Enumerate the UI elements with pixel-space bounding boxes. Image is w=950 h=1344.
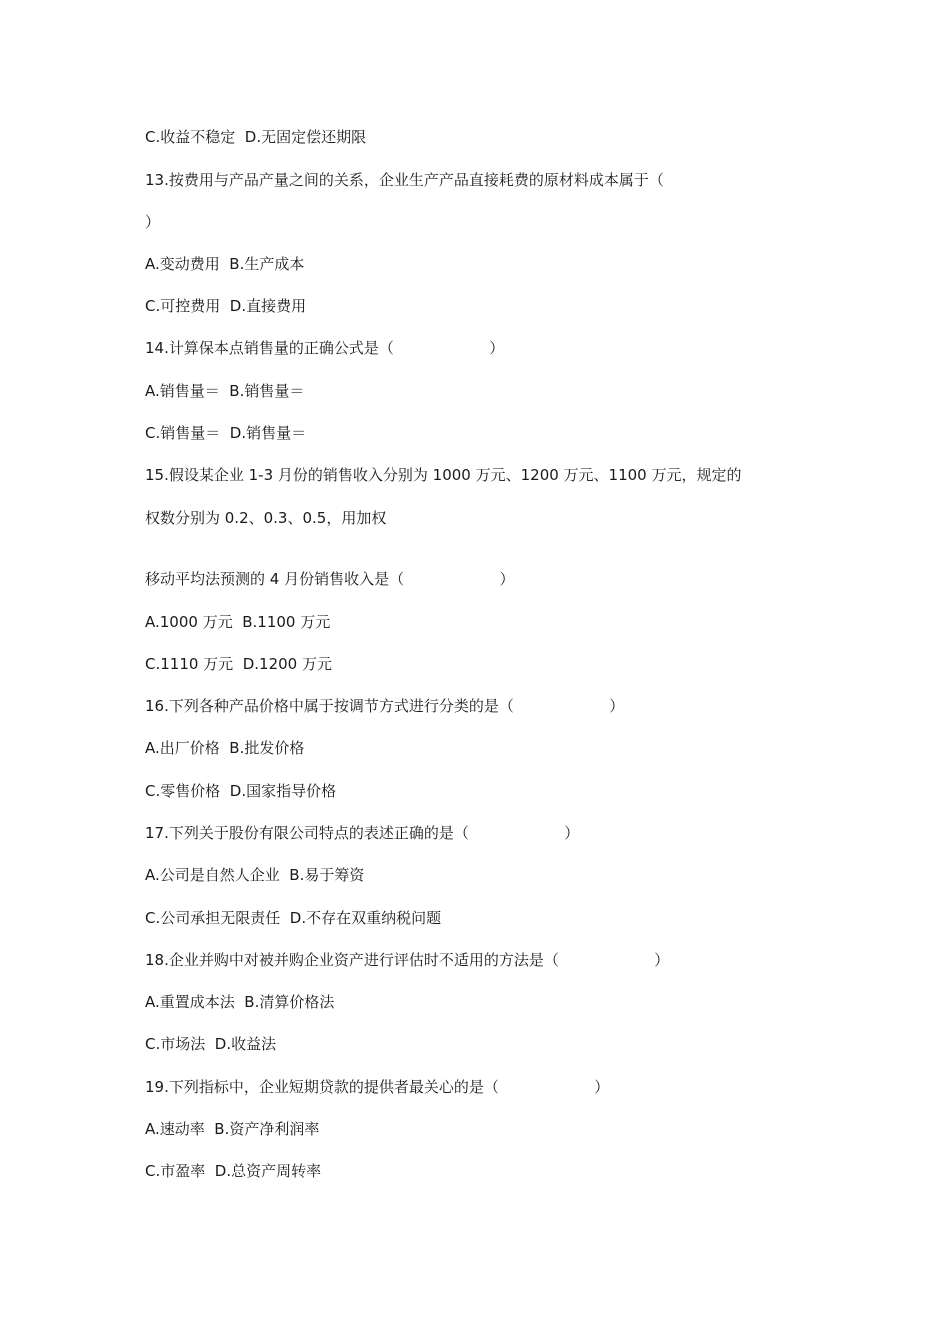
question-16: 16.下列各种产品价格中属于按调节方式进行分类的是（ ）	[145, 697, 625, 715]
option-line: C.销售量＝ D.销售量＝	[145, 424, 307, 442]
question-13: 13.按费用与产品产量之间的关系，企业生产产品直接耗费的原材料成本属于（	[145, 171, 664, 189]
option-line: C.1110 万元 D.1200 万元	[145, 655, 332, 673]
option-line: A.出厂价格 B.批发价格	[145, 739, 305, 757]
option-line: A.1000 万元 B.1100 万元	[145, 613, 331, 631]
text-line: 权数分别为 0.2、0.3、0.5，用加权	[145, 509, 387, 527]
question-14: 14.计算保本点销售量的正确公式是（ ）	[145, 339, 505, 357]
option-line: A.速动率 B.资产净利润率	[145, 1120, 320, 1138]
option-line: A.销售量＝ B.销售量＝	[145, 382, 305, 400]
option-line: A.重置成本法 B.清算价格法	[145, 993, 335, 1011]
question-17: 17.下列关于股份有限公司特点的表述正确的是（ ）	[145, 824, 580, 842]
option-line: A.公司是自然人企业 B.易于筹资	[145, 866, 365, 884]
option-line: C.市盈率 D.总资产周转率	[145, 1162, 322, 1180]
question-19: 19.下列指标中，企业短期贷款的提供者最关心的是（ ）	[145, 1078, 610, 1096]
option-line: A.变动费用 B.生产成本	[145, 255, 305, 273]
option-line: C.公司承担无限责任 D.不存在双重纳税问题	[145, 909, 442, 927]
question-18: 18.企业并购中对被并购企业资产进行评估时不适用的方法是（ ）	[145, 951, 670, 969]
text-line: ）	[145, 213, 161, 231]
question-15: 15.假设某企业 1-3 月份的销售收入分别为 1000 万元、1200 万元、1100 万元，规定的	[145, 466, 742, 484]
option-line: C.市场法 D.收益法	[145, 1035, 277, 1053]
text-line: 移动平均法预测的 4 月份销售收入是（ ）	[145, 570, 515, 588]
text-line: C.收益不稳定 D.无固定偿还期限	[145, 128, 367, 146]
option-line: C.零售价格 D.国家指导价格	[145, 782, 337, 800]
option-line: C.可控费用 D.直接费用	[145, 297, 307, 315]
